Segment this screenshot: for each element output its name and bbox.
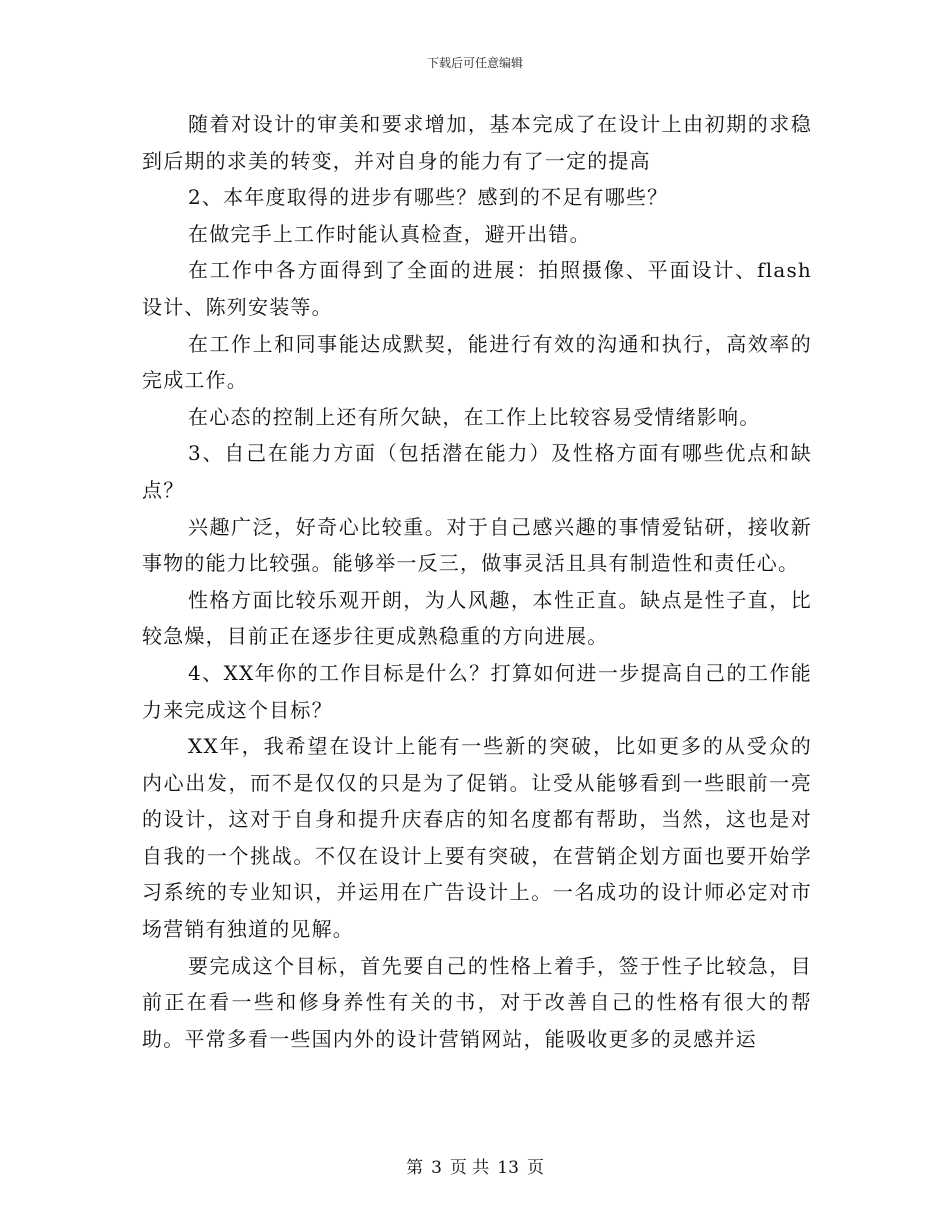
document-body bbox=[142, 106, 812, 1057]
paragraph: 在心态的控制上还有所欠缺，在工作上比较容易受情绪影响。 bbox=[188, 404, 761, 429]
paragraph: 在做完手上工作时能认真检查，避开出错。 bbox=[188, 221, 591, 246]
question-heading: 3、自己在能力方面（包括潜在能力）及性格方面有哪些优点和缺点？ bbox=[142, 441, 812, 502]
current-page-number: 3 bbox=[431, 1158, 442, 1178]
paragraph: 性格方面比较乐观开朗，为人风趣，本性正直。缺点是性子直，比较急燥，目前正在逐步往更成熟稳重的方向进展。 bbox=[142, 587, 812, 649]
question-heading: 4、XX年你的工作目标是什么？打算如何进一步提高自己的工作能力来完成这个目标？ bbox=[142, 660, 812, 722]
paragraph: 要完成这个目标，首先要自己的性格上着手，签于性子比较急，目前正在看一些和修身养性有关的书，对于改善自己的性格有很大的帮助。平常多看一些国内外的设计营销网站，能吸收更多的灵感并运 bbox=[142, 953, 812, 1051]
paragraph: XX年，我希望在设计上能有一些新的突破，比如更多的从受众的内心出发，而不是仅仅的只是为了促销。让受从能够看到一些眼前一亮的设计，这对于自身和提升庆春店的知名度都有帮助，当然，这也是对自我的一个挑战。不仅在设计上要有突破，在营销企划方面也要开始学习系统的专业知识，并运用在广告设计上。一名成功的设计师必定对市场营销有独道的见解。 bbox=[142, 734, 812, 942]
total-page-count: 13 bbox=[497, 1158, 519, 1178]
paragraph: 兴趣广泛，好奇心比较重。对于自己感兴趣的事情爱钻研，接收新事物的能力比较强。能够举一反三，做事灵活且具有制造性和责任心。 bbox=[142, 514, 812, 576]
footer-middle: 页 共 bbox=[449, 1158, 490, 1178]
header-note: 下载后可任意编辑 bbox=[426, 56, 523, 70]
footer-prefix: 第 bbox=[406, 1158, 424, 1178]
question-heading: 2、本年度取得的进步有哪些？感到的不足有哪些？ bbox=[188, 185, 669, 210]
footer-suffix: 页 bbox=[526, 1158, 544, 1178]
paragraph: 在工作上和同事能达成默契，能进行有效的沟通和执行，高效率的完成工作。 bbox=[142, 331, 812, 393]
page-footer bbox=[0, 1153, 950, 1178]
paragraph: 在工作中各方面得到了全面的进展：拍照摄像、平面设计、flash设计、陈列安装等。 bbox=[142, 258, 812, 319]
paragraph: 随着对设计的审美和要求增加，基本完成了在设计上由初期的求稳到后期的求美的转变，并对自身的能力有了一定的提高 bbox=[142, 112, 812, 173]
